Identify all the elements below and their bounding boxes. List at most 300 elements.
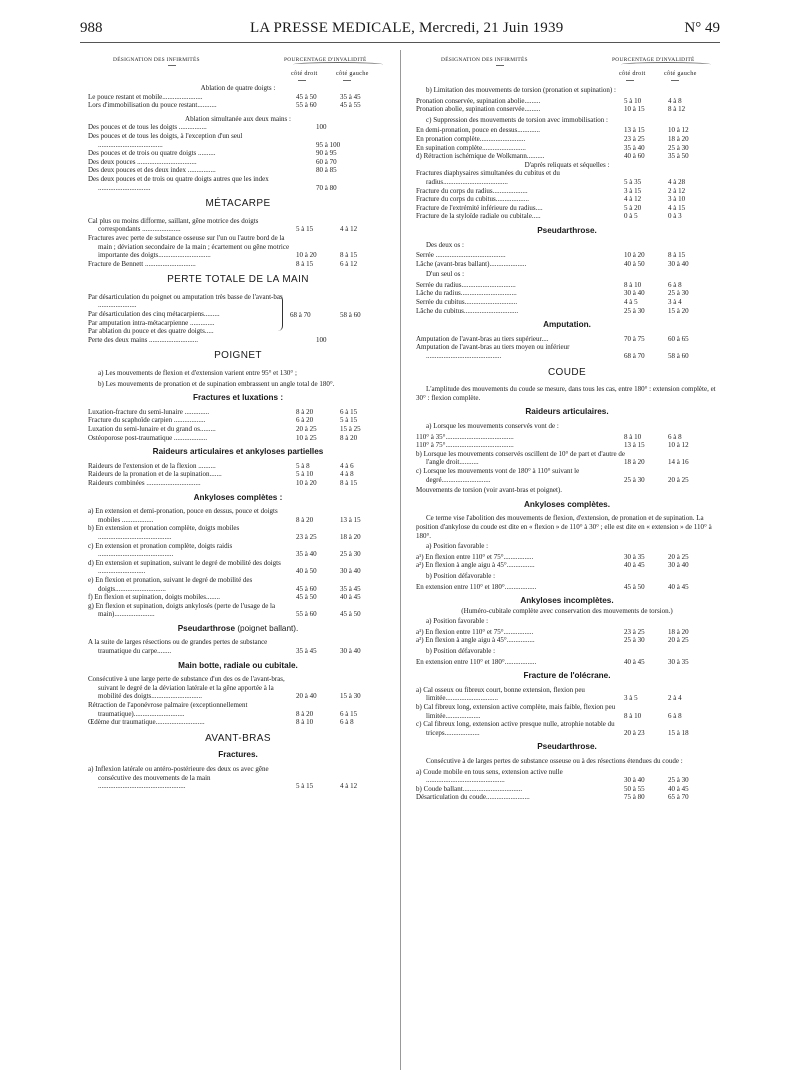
value-right: 8 à 15 (296, 259, 314, 268)
row-label: Cal plus ou moins difforme, saillant, gêne motrice des doigts correspondants ...................... (88, 216, 259, 234)
section-heading-poignet: POIGNET (214, 350, 262, 362)
value-right: 70 à 75 (624, 334, 645, 343)
value-left: 15 à 20 (668, 306, 689, 315)
value-left: 40 à 45 (340, 593, 361, 602)
table-row (88, 327, 388, 336)
value-left: 6 à 8 (340, 718, 354, 727)
value-right: 45 à 60 (296, 584, 317, 593)
value-right: 3 à 15 (624, 186, 642, 195)
value-right: 40 à 50 (296, 567, 317, 576)
row-label: Luxation du semi-lunaire et du grand os......... (88, 425, 216, 433)
row-label: A la suite de larges résections ou de grandes pertes de substance traumatique du carpe........ (88, 638, 268, 656)
section-heading-avant-bras: AVANT-BRAS (205, 732, 271, 744)
row-label: a²) En flexion à angle aigu à 45°................ (416, 561, 535, 570)
row-label: b) En extension et pronation complète, doigts mobiles .......................................... (88, 524, 240, 541)
value-right: 55 à 60 (296, 101, 317, 110)
value-right: 10 à 20 (624, 251, 645, 260)
value-left: 4 à 8 (668, 96, 682, 105)
table-row (88, 507, 388, 524)
value-left: 2 à 4 (668, 694, 682, 703)
value-left: 20 à 25 (668, 552, 689, 561)
table-row (88, 166, 388, 175)
table-row (416, 281, 718, 290)
value-right: 30 à 35 (624, 552, 645, 561)
table-row (416, 105, 718, 114)
table-row (88, 336, 388, 345)
value-left: 13 à 15 (340, 515, 361, 524)
value-right: 5 à 15 (296, 225, 314, 234)
row-label: f) En flexion et supination, doigts mobiles........ (88, 593, 221, 602)
row-label: Lâche du cubitus............................... (416, 306, 519, 315)
table-row (416, 307, 718, 316)
value-right: 40 à 60 (624, 152, 645, 161)
value-right: 40 à 45 (624, 561, 645, 570)
table-row (88, 470, 388, 479)
value-right: 5 à 35 (624, 177, 642, 186)
paragraph: b) Les mouvements de pronation et de supination embrassent un angle total de 180°. (98, 379, 335, 388)
row-label: Des pouces et de tous les doigts, à l'exception d'un seul ..................................... (88, 131, 243, 149)
value-right: 75 à 80 (624, 793, 645, 802)
table-row (88, 462, 388, 471)
value-right: 10 à 20 (296, 251, 317, 260)
journal-title: LA PRESSE MEDICALE, Mercredi, 21 Juin 1939 (250, 20, 564, 36)
value-right: 20 à 25 (296, 425, 317, 433)
table-row (416, 289, 718, 298)
value-left: 6 à 8 (668, 711, 682, 720)
value-left: 8 à 20 (340, 433, 358, 442)
section-subtitle: (Huméro-cubitale complète avec conservation des mouvements de torsion.) (461, 606, 673, 615)
value-left: 25 à 30 (340, 550, 361, 559)
paragraph: a) Les mouvements de flexion et d'extension varient entre 95° et 130° ; (98, 369, 297, 378)
value-left: 3 à 10 (668, 195, 686, 204)
value-right: 35 à 40 (624, 143, 645, 152)
row-label: Des deux pouces .................................. (88, 157, 197, 166)
value-left: 18 à 20 (668, 627, 689, 636)
value-left: 35 à 50 (668, 152, 689, 161)
row-label: Fracture du scaphoïde carpien .................. (88, 416, 206, 425)
row-label: g) En flexion et supination, doigts ankylosés (perte de l'usage de la main)....................... (88, 601, 276, 619)
table-row (416, 686, 718, 703)
subheading: Ankyloses complètes : (193, 492, 283, 502)
value: 100 (316, 335, 327, 344)
value-right: 10 à 25 (296, 433, 317, 442)
table-row (416, 583, 718, 592)
value-left: 25 à 30 (668, 289, 689, 298)
table-row (88, 602, 388, 619)
table-row (416, 152, 718, 161)
value-left: 4 à 12 (340, 782, 358, 791)
value-left: 3 à 4 (668, 298, 682, 307)
value-left: 8 à 15 (340, 478, 358, 487)
table-row (88, 638, 388, 655)
paragraph: b) Position défavorable : (426, 571, 496, 580)
right-side-heading: côté droit (291, 70, 318, 77)
value-left: 10 à 12 (668, 126, 689, 135)
value-right: 8 à 10 (624, 280, 642, 289)
row-label: Par amputation intra-métacarpienne .............. (88, 318, 215, 327)
subheading: Main botte, radiale ou cubitale. (178, 660, 298, 670)
value-left: 6 à 8 (668, 280, 682, 289)
table-row (88, 765, 388, 791)
issue-number: N° 49 (684, 20, 720, 36)
value-left: 15 à 25 (340, 425, 361, 433)
value-right: 5 à 10 (624, 96, 642, 105)
value-left: 6 à 12 (340, 259, 358, 268)
table-row (88, 123, 388, 132)
value-left: 15 à 18 (668, 728, 689, 737)
designation-heading: DÉSIGNATION DES INFIRMITÉS (441, 57, 528, 63)
table-row (416, 169, 718, 186)
value-right: 5 à 15 (296, 782, 314, 791)
value-left: 60 à 65 (668, 334, 689, 343)
subheading: Fracture de l'olécrane. (523, 671, 611, 681)
paragraph: b) Position défavorable : (426, 647, 496, 656)
value-right: 13 à 15 (624, 126, 645, 135)
row-label: Par désarticulation du poignet ou amputation très basse de l'avant-bas ...................... (88, 292, 283, 310)
subheading: Raideurs articulaires et ankyloses partielles (152, 447, 324, 457)
table-row (88, 479, 388, 488)
value-left: 25 à 30 (668, 143, 689, 152)
value-left: 25 à 30 (668, 776, 689, 785)
table-row (88, 132, 388, 149)
row-label: Des pouces et de tous les doigts ................ (88, 123, 207, 132)
row-label: c) Lorsque les mouvements vont de 180° à 110° suivant le degré............................ (416, 466, 580, 484)
value-left: 4 à 6 (340, 461, 354, 470)
paragraph: a) Position favorable : (426, 542, 489, 551)
column-divider (400, 50, 401, 1070)
row-label: Le pouce restant et mobile....................... (88, 92, 203, 101)
row-label: d) Rétraction ischémique de Wolkmann.......... (416, 152, 545, 161)
value: 70 à 80 (316, 183, 337, 192)
value: 60 à 70 (316, 157, 337, 166)
paragraph: D'un seul os : (426, 270, 465, 279)
row-label: En extension entre 110° et 180°.................. (416, 582, 537, 591)
value-left: 4 à 15 (668, 203, 686, 212)
row-label: a) Cal osseux ou fibreux court, bonne extension, flexion peu limitée.............................. (416, 685, 585, 703)
row-label: Consécutive à une large perte de substance d'un des os de l'avant-bras, suivant le degré de la déviation latérale et la gêne apportée à la mobilité des doigts............................. (88, 675, 285, 701)
value-right: 8 à 20 (296, 407, 314, 416)
table-row (88, 416, 388, 425)
table-row (416, 204, 718, 213)
row-label: Lâche (avant-bras ballant)..................... (416, 259, 527, 268)
value-right: 23 à 25 (296, 532, 317, 541)
value-right: 3 à 5 (624, 694, 638, 703)
table-row (88, 701, 388, 718)
value-left: 30 à 40 (668, 259, 689, 268)
value-right: 23 à 25 (624, 134, 645, 143)
row-label: b) Cal fibreux long, extension active complète, mais faible, flexion peu limitée.................... (416, 703, 616, 720)
row-label: a) Inflexion latérale ou antéro-postérieure des deux os avec gêne consécutive des mouvements de la main .................................................. (88, 765, 269, 791)
table-row (88, 319, 388, 328)
row-label: Amputation de l'avant-bras au tiers moyen ou inférieur ........................................... (416, 343, 570, 361)
value: 100 (316, 123, 327, 132)
table-row (88, 175, 388, 192)
table-row (416, 628, 718, 637)
row-label: Des deux pouces et de trois ou quatre doigts autres que les index .............................. (88, 174, 269, 192)
value-left: 4 à 28 (668, 177, 686, 186)
value-left: 6 à 15 (340, 407, 358, 416)
table-row (416, 658, 718, 667)
paragraph: Consécutive à de larges pertes de substance osseuse ou à des résections étendues du coude : (426, 757, 683, 765)
value-left: 20 à 25 (668, 475, 689, 484)
row-label: Raideurs combinées ............................... (88, 478, 201, 487)
subheading: Amputation. (543, 320, 591, 330)
table-row (416, 298, 718, 307)
value-right: 20 à 23 (624, 728, 645, 737)
divider (298, 80, 306, 81)
table-row (416, 553, 718, 562)
divider (496, 65, 504, 66)
row-label: Fracture du corps du radius.................... (416, 186, 528, 195)
row-label: Ostéoporose post-traumatique ................... (88, 433, 208, 442)
paragraph: a) Lorsque les mouvements conservés vont de : (426, 422, 559, 430)
value-right: 68 à 70 (624, 352, 645, 361)
table-row (88, 593, 388, 602)
table-row (88, 408, 388, 417)
brace (293, 62, 383, 67)
row-label: En extension entre 110° et 180°.................. (416, 657, 537, 666)
table-row (416, 187, 718, 196)
table-row (88, 542, 388, 559)
table-row (88, 425, 388, 434)
value-right: 45 à 50 (296, 92, 317, 101)
row-label: c) Cal fibreux long, extension active presque nulle, atrophie notable du triceps.................... (416, 720, 615, 737)
row-label: Fracture du corps du cubitus................... (416, 195, 529, 204)
row-label: Fracture de Bennett ............................. (88, 259, 196, 268)
perte-group (88, 293, 388, 345)
row-label: Fracture de l'extrémité inférieure du radius.... (416, 203, 543, 212)
row-label: a¹) En flexion entre 110° et 75°................. (416, 627, 534, 636)
row-label: Raideurs de l'extension et de la flexion .......... (88, 461, 216, 470)
table-row (416, 793, 718, 802)
value-left: 14 à 16 (668, 458, 689, 467)
value-right: 35 à 40 (296, 550, 317, 559)
table-row (416, 126, 718, 135)
brace (621, 62, 711, 67)
row-label: b) Coude ballant.................................. (416, 784, 523, 793)
table-row (416, 433, 718, 442)
value-right: 5 à 8 (296, 461, 310, 470)
row-label: Serrée ........................................ (416, 251, 506, 260)
table-row (88, 149, 388, 158)
row-label: Pronation abolie, supination conservée......... (416, 105, 541, 114)
table-row (416, 212, 718, 221)
value-left: 15 à 30 (340, 692, 361, 701)
value-left: 6 à 15 (340, 709, 358, 718)
row-label: d) En extension et supination, suivant le degré de mobilité des doigts ........................... (88, 558, 281, 576)
table-row (416, 703, 718, 720)
subheading: Fractures. (218, 750, 258, 760)
value-left: 45 à 55 (340, 101, 361, 110)
table-row (88, 158, 388, 167)
section-subtitle: D'après reliquats et séquelles : (524, 160, 610, 169)
row-label: a¹) En flexion entre 110° et 75°................. (416, 552, 534, 561)
table-row (416, 195, 718, 204)
section-subtitle: Ablation de quatre doigts : (200, 84, 276, 92)
value-right: 50 à 55 (624, 784, 645, 793)
brace (278, 295, 283, 331)
row-label: 110° à 35°....................................... (416, 432, 514, 441)
row-label: a²) En flexion à angle aigu à 45°................ (416, 636, 535, 645)
row-label: Fractures diaphysaires simultanées du cubitus et du radius..................................... (416, 169, 560, 186)
table-row (416, 251, 718, 260)
table-row (416, 720, 718, 737)
percentage-heading: POURCENTAGE D'INVALIDITÉ (284, 57, 367, 63)
table-row (416, 144, 718, 153)
paragraph: c) Suppression des mouvements de torsion avec immobilisation : (426, 115, 608, 124)
value-left: 30 à 40 (340, 647, 361, 656)
value-left: 65 à 70 (668, 793, 689, 802)
table-row (416, 335, 718, 344)
page-number: 988 (80, 20, 103, 36)
value-left: 10 à 12 (668, 441, 689, 450)
table-row (88, 524, 388, 541)
subheading (88, 625, 388, 634)
row-label: Par désarticulation des cinq métacarpiens......... (88, 310, 220, 319)
value-left: 30 à 40 (668, 561, 689, 570)
table-row (416, 441, 718, 450)
value: 90 à 95 (316, 149, 337, 158)
paragraph: Mouvements de torsion (voir avant-bras et poignet). (416, 486, 562, 495)
row-label: b) Lorsque les mouvements conservés oscillent de 10° de part et d'autre de l'angle droit........... (416, 449, 625, 467)
divider (626, 80, 634, 81)
row-label: Fractures avec perte de substance osseuse sur l'un ou l'autre bord de la main ; déviation secondaire de la main ; écartement ou gêne motrice importante des doigts.............................. (88, 233, 290, 260)
value-right: 13 à 15 (624, 441, 645, 450)
table-row (416, 636, 718, 645)
table-row (416, 97, 718, 106)
value-left: 40 à 45 (668, 784, 689, 793)
value-left: 58 à 60 (340, 310, 361, 319)
row-label: En pronation complète.......................... (416, 134, 526, 143)
divider (671, 80, 679, 81)
value-right: 30 à 40 (624, 289, 645, 298)
designation-heading: DÉSIGNATION DES INFIRMITÉS (113, 57, 200, 63)
table-row (416, 135, 718, 144)
row-label: Perte des deux mains ............................ (88, 335, 199, 344)
value-right: 25 à 30 (624, 306, 645, 315)
value-right: 8 à 20 (296, 515, 314, 524)
value-right: 0 à 5 (624, 212, 638, 221)
table-row (416, 467, 718, 484)
section-heading-coude: COUDE (547, 366, 587, 378)
row-label: Désarticulation du coude......................... (416, 793, 530, 802)
value-right: 30 à 40 (624, 776, 645, 785)
value-left: 0 à 3 (668, 212, 682, 221)
paragraph: L'amplitude des mouvements du coude se mesure, dans tous les cas, entre 180° : extension complète, et 30° : flexion complète. (416, 385, 716, 402)
value-left: 35 à 45 (340, 92, 361, 101)
value-right: 10 à 20 (296, 478, 317, 487)
value-right: 45 à 50 (296, 593, 317, 602)
row-label: Pronation conservée, supination abolie......... (416, 96, 541, 105)
value-right: 35 à 45 (296, 647, 317, 656)
value-right: 68 à 70 (290, 310, 311, 319)
column-header (416, 52, 718, 84)
table-row (416, 768, 718, 785)
row-label: a) Coude mobile en tous sens, extension active nulle ............................................. (416, 767, 563, 785)
row-label: Fracture de la styloïde radiale ou cubitale..... (416, 212, 541, 221)
value-right: 8 à 10 (296, 718, 314, 727)
table-row (88, 576, 388, 593)
row-label: Luxation-fracture du semi-lunaire .............. (88, 407, 210, 416)
value-left: 20 à 25 (668, 636, 689, 645)
value-left: 58 à 60 (668, 352, 689, 361)
subheading: Pseudarthrose. (537, 225, 597, 235)
row-label: Rétraction de l'aponévrose palmaire (exceptionnellement traumatique)............................. (88, 701, 248, 718)
table-row (416, 561, 718, 570)
value-right: 6 à 20 (296, 416, 314, 425)
row-label: Serrée du cubitus.............................. (416, 298, 518, 307)
row-label: e) En flexion et pronation, suivant le degré de mobilité des doigts............................. (88, 575, 253, 593)
value-right: 20 à 40 (296, 692, 317, 701)
row-label: Des deux pouces et des deux index ................ (88, 166, 216, 175)
pseudarthrose-title: Pseudarthrose (177, 623, 236, 633)
table-row (416, 785, 718, 794)
value-right: 18 à 20 (624, 458, 645, 467)
table-row (416, 343, 718, 360)
paragraph: Des deux os : (426, 240, 464, 249)
row-label: Par ablation du pouce et des quatre doigts..... (88, 327, 214, 336)
divider (343, 80, 351, 81)
table-row (88, 260, 388, 269)
row-label: En demi-pronation, pouce en dessus............. (416, 126, 541, 135)
table-row (88, 101, 388, 110)
subheading: Pseudarthrose. (537, 742, 597, 752)
row-label: Œdème dur traumatique............................ (88, 718, 205, 727)
value-right: 5 à 20 (624, 203, 642, 212)
percentage-heading: POURCENTAGE D'INVALIDITÉ (612, 57, 695, 63)
subheading: Fractures et luxations : (192, 393, 284, 403)
value-right: 4 à 5 (624, 298, 638, 307)
value-right: 8 à 10 (624, 432, 642, 441)
value-left: 40 à 45 (668, 582, 689, 591)
row-label: Serrée du radius............................... (416, 280, 516, 289)
row-label: a) En extension et demi-pronation, pouce en dessus, pouce et doigts mobiles .................. (88, 507, 278, 524)
row-label: Lors d'immobilisation du pouce restant........... (88, 101, 217, 110)
value-right: 8 à 20 (296, 709, 314, 718)
section-heading-perte-totale: PERTE TOTALE DE LA MAIN (167, 274, 309, 286)
column-header (88, 52, 388, 84)
page-header (80, 20, 720, 40)
value-left: 45 à 50 (340, 610, 361, 619)
divider (168, 65, 176, 66)
subheading: Ankyloses incomplètes. (520, 596, 614, 606)
value-left: 8 à 15 (668, 251, 686, 260)
row-label: Des pouces et de trois ou quatre doigts .......... (88, 149, 216, 158)
paragraph: a) Position favorable : (426, 617, 489, 626)
value-left: 4 à 12 (340, 225, 358, 234)
table-row (88, 559, 388, 576)
value-left: 8 à 12 (668, 105, 686, 114)
right-side-heading: côté droit (619, 70, 646, 77)
left-side-heading: côté gauche (336, 70, 369, 77)
value-right: 5 à 10 (296, 470, 314, 479)
value-right: 4 à 12 (624, 195, 642, 204)
value-right: 25 à 30 (624, 475, 645, 484)
row-label: Amputation de l'avant-bras au tiers supérieur.... (416, 334, 549, 343)
value-left: 35 à 45 (340, 584, 361, 593)
left-column (88, 52, 388, 791)
table-row (88, 93, 388, 102)
table-row (88, 217, 388, 234)
value-left: 6 à 8 (668, 432, 682, 441)
table-row (88, 675, 388, 701)
subheading: Ankyloses complètes. (523, 499, 610, 509)
value-left: 2 à 12 (668, 186, 686, 195)
value-left: 30 à 35 (668, 657, 689, 666)
table-row (88, 434, 388, 443)
value-right: 25 à 30 (624, 636, 645, 645)
value-right: 8 à 10 (624, 711, 642, 720)
